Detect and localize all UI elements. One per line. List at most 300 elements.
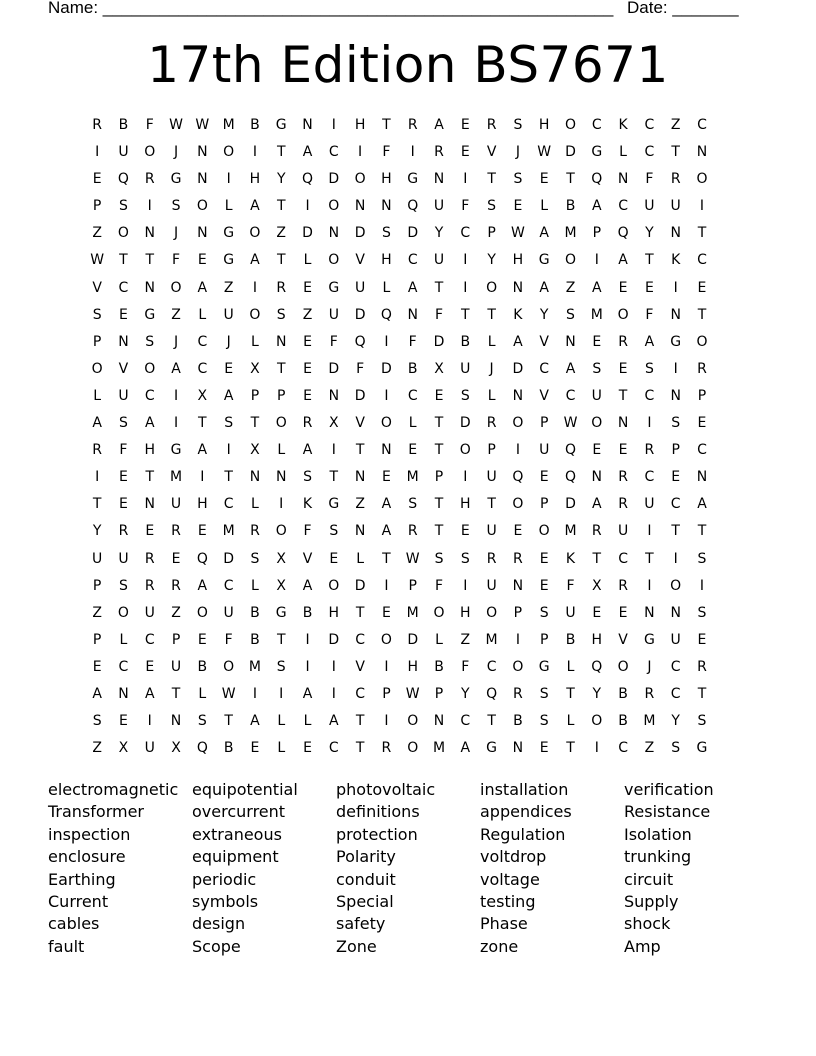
grid-letter: I [515,442,520,459]
grid-letter: R [670,171,681,188]
grid-letter: I [384,577,389,594]
grid-letter: E [644,279,654,296]
grid-letter: U [118,550,129,567]
word-bank-item: trunking [624,847,692,867]
grid-letter: C [355,631,365,648]
grid-letter: W [169,117,183,133]
grid-letter: F [566,577,575,594]
word-bank-item: Isolation [624,824,692,844]
grid-letter: L [251,577,259,594]
grid-letter: O [380,415,392,432]
grid-letter: I [699,198,705,215]
grid-letter: R [697,658,707,675]
grid-letter: E [303,333,312,350]
grid-letter: F [356,360,365,377]
grid-letter: R [644,685,655,702]
grid-letter: T [224,713,233,730]
grid-letter: D [565,144,576,161]
grid-letter: C [144,631,155,648]
grid-letter: O [512,496,524,513]
grid-letter: N [354,523,366,540]
grid-letter: N [144,496,155,513]
grid-letter: S [171,198,181,215]
grid-letter: X [329,415,339,432]
grid-row [84,384,715,411]
grid-letter: M [406,469,419,486]
grid-letter: R [144,171,155,188]
grid-letter: N [617,171,629,188]
grid-letter: M [590,306,603,323]
grid-letter: C [328,144,339,161]
grid-letter: E [381,604,391,621]
grid-letter: P [539,496,549,513]
grid-letter: L [382,279,391,296]
grid-letter: G [670,333,682,350]
word-bank-item: cables [48,914,100,934]
grid-letter: D [433,333,445,350]
grid-letter: B [250,631,260,648]
grid-letter: Z [565,279,576,296]
grid-letter: T [566,171,575,188]
grid-letter: N [433,171,445,188]
grid-letter: O [591,713,603,730]
word-bank-item: overcurrent [192,802,286,822]
grid-letter: U [433,252,445,269]
grid-letter: E [250,740,260,757]
grid-letter: O [328,198,340,215]
grid-letter: I [279,496,284,513]
grid-letter: G [275,604,287,621]
grid-letter: A [329,713,339,730]
grid-letter: P [92,577,102,594]
grid-letter: O [459,442,471,459]
grid-letter: T [487,306,496,323]
grid-letter: I [226,171,231,188]
grid-letter: M [564,225,577,242]
grid-letter: S [513,171,523,188]
grid-letter: T [329,469,339,486]
grid-letter: R [486,550,497,567]
grid-letter: I [463,577,468,594]
grid-letter: N [670,387,681,404]
grid-letter: E [539,550,549,567]
grid-letter: K [302,496,313,513]
grid-letter: I [226,442,231,459]
grid-letter: I [95,469,100,486]
grid-letter: O [275,523,287,540]
grid-letter: N [354,198,366,215]
grid-letter: C [328,740,339,757]
grid-letter: T [382,117,391,133]
grid-letter: P [434,469,444,486]
grid-letter: N [512,577,524,594]
grid-letter: L [408,415,417,432]
grid-letter: O [117,225,129,242]
grid-letter: R [644,442,655,459]
grid-letter: E [592,333,602,350]
grid-letter: Q [617,225,629,242]
grid-letter: H [591,631,603,648]
grid-letter: I [384,333,389,350]
grid-letter: C [118,279,129,296]
grid-letter: I [279,685,284,702]
grid-letter: S [250,550,260,567]
grid-letter: C [618,198,628,215]
grid-letter: P [250,387,260,404]
grid-letter: L [487,333,496,350]
grid-row [84,736,715,763]
grid-letter: Q [407,198,419,215]
grid-letter: P [277,387,286,404]
grid-letter: F [119,442,128,459]
grid-letter: C [670,496,681,513]
grid-letter: B [118,117,129,133]
grid-letter: N [328,225,340,242]
grid-letter: E [303,279,312,296]
grid-letter: L [619,144,627,161]
grid-letter: A [197,577,208,594]
grid-letter: U [591,387,602,404]
grid-letter: L [277,740,286,757]
grid-letter: T [434,496,444,513]
grid-letter: N [512,740,524,757]
grid-letter: T [355,442,365,459]
grid-letter: C [539,360,550,377]
grid-letter: E [303,360,312,377]
grid-letter: D [302,225,313,242]
grid-letter: B [302,604,313,621]
grid-letter: E [119,496,128,513]
word-bank-item: Supply [624,892,679,912]
grid-row [84,519,715,546]
grid-letter: Y [645,225,654,242]
grid-letter: P [487,442,496,459]
grid-letter: T [198,415,207,432]
grid-letter: C [486,658,497,675]
grid-letter: T [697,225,707,242]
grid-letter: A [407,279,418,296]
grid-letter: A [434,117,444,133]
grid-letter: D [354,306,366,323]
grid-letter: I [673,550,678,567]
grid-letter: D [354,577,366,594]
grid-letter: O [275,415,287,432]
grid-letter: O [354,171,366,188]
grid-letter: I [463,469,468,486]
grid-letter: G [643,631,655,648]
grid-letter: F [303,523,312,540]
grid-letter: N [118,685,129,702]
grid-letter: A [697,496,707,513]
grid-letter: E [329,550,339,567]
grid-row [84,276,715,303]
grid-letter: H [512,252,524,269]
grid-letter: T [434,279,444,296]
grid-letter: A [460,740,471,757]
grid-letter: B [223,740,234,757]
word-bank-item: periodic [192,869,257,889]
grid-letter: A [302,442,313,459]
grid-letter: W [537,144,552,161]
word-bank-item: shock [624,914,671,934]
grid-row [84,628,715,655]
grid-letter: I [305,658,310,675]
grid-letter: S [119,415,128,432]
grid-letter: S [513,117,523,133]
grid-letter: W [221,685,236,702]
grid-letter: R [618,469,628,486]
grid-letter: T [145,252,155,269]
grid-letter: Q [196,740,208,757]
grid-letter: R [144,550,155,567]
grid-letter: F [145,117,154,133]
grid-letter: V [355,252,365,269]
grid-letter: M [222,523,235,540]
grid-letter: A [197,279,208,296]
grid-letter: A [144,415,155,432]
grid-letter: I [305,198,310,215]
grid-letter: U [170,496,182,513]
grid-letter: S [671,415,681,432]
grid-letter: L [435,631,443,648]
grid-letter: I [673,360,678,377]
grid-letter: E [618,442,628,459]
grid-letter: R [513,550,523,567]
grid-letter: M [564,523,577,540]
grid-letter: F [645,306,654,323]
grid-letter: U [144,604,155,621]
grid-letter: T [697,685,707,702]
grid-letter: T [171,685,181,702]
grid-letter: E [460,117,470,133]
grid-letter: F [224,631,233,648]
grid-letter: D [407,225,419,242]
word-bank-item: definitions [336,802,420,822]
grid-letter: T [671,523,680,540]
grid-letter: O [486,279,498,296]
grid-letter: G [275,117,287,133]
grid-letter: O [117,604,129,621]
grid-letter: O [196,198,208,215]
grid-letter: C [644,117,655,133]
grid-letter: V [618,631,628,648]
grid-row [84,167,715,194]
grid-letter: C [697,252,707,269]
grid-letter: O [617,658,629,675]
grid-letter: E [434,387,444,404]
grid-letter: N [512,279,524,296]
word-bank-column [624,779,768,958]
grid-row [84,194,715,221]
grid-row [84,547,715,574]
grid-letter: B [565,198,576,215]
grid-letter: E [224,360,234,377]
grid-letter: C [144,387,155,404]
grid-letter: I [147,713,152,730]
grid-letter: Y [276,171,286,188]
grid-row [84,330,715,357]
grid-letter: W [563,415,578,432]
grid-letter: U [433,198,445,215]
grid-letter: S [303,469,312,486]
grid-letter: K [565,550,576,567]
grid-letter: A [144,685,155,702]
grid-letter: O [486,604,498,621]
grid-letter: N [275,469,287,486]
grid-letter: O [670,577,682,594]
grid-letter: A [92,415,102,432]
word-bank-item: Phase [480,914,528,934]
grid-letter: T [645,550,654,567]
word-bank-item: protection [336,824,418,844]
grid-letter: S [539,604,549,621]
grid-letter: U [486,523,497,540]
grid-letter: O [328,577,340,594]
grid-letter: T [566,740,575,757]
word-bank-item: electromagnetic [48,780,179,799]
grid-letter: M [643,713,656,730]
word-bank-item: symbols [192,892,259,912]
grid-letter: I [384,658,389,675]
grid-letter: R [486,415,497,432]
grid-letter: G [696,740,708,757]
grid-letter: E [539,577,549,594]
grid-letter: O [512,415,524,432]
grid-letter: Q [117,171,129,188]
grid-letter: H [381,252,392,269]
grid-letter: O [591,415,603,432]
grid-letter: S [119,198,128,215]
word-bank-item: photovoltaic [336,780,436,799]
grid-letter: X [434,360,444,377]
grid-letter: F [329,333,338,350]
grid-letter: K [513,306,523,323]
grid-letter: F [172,252,181,269]
word-bank-item: appendices [480,802,572,822]
word-bank-column [192,779,336,958]
grid-letter: C [460,225,471,242]
grid-letter: N [565,333,576,350]
grid-letter: E [303,387,312,404]
grid-letter: A [197,442,208,459]
grid-letter: E [145,523,155,540]
grid-letter: P [671,442,680,459]
grid-letter: N [275,333,287,350]
grid-letter: R [591,523,602,540]
grid-letter: N [197,225,208,242]
grid-letter: V [539,333,549,350]
grid-letter: S [697,550,707,567]
grid-letter: A [539,279,549,296]
grid-letter: L [277,442,286,459]
grid-letter: G [328,496,340,513]
grid-letter: N [670,225,681,242]
grid-letter: S [539,713,549,730]
grid-letter: E [513,198,523,215]
grid-letter: O [223,144,235,161]
grid-letter: R [486,117,497,133]
grid-letter: P [592,225,602,242]
grid-letter: L [224,198,233,215]
grid-letter: D [512,360,524,377]
word-bank-item: circuit [624,869,674,889]
grid-letter: I [252,144,257,161]
grid-letter: T [671,144,680,161]
grid-letter: I [252,279,257,296]
grid-letter: R [407,117,418,133]
grid-letter: R [381,740,392,757]
grid-letter: I [673,279,678,296]
grid-letter: Z [92,225,102,242]
grid-letter: D [328,360,340,377]
grid-letter: E [539,469,549,486]
grid-letter: N [696,144,708,161]
grid-letter: T [487,713,496,730]
grid-letter: X [250,442,260,459]
word-bank [48,779,768,958]
grid-letter: A [618,252,628,269]
grid-letter: D [223,550,235,567]
grid-letter: E [697,631,707,648]
grid-letter: X [276,550,287,567]
grid-letter: T [618,387,628,404]
grid-letter: N [381,442,392,459]
grid-letter: O [564,117,576,133]
grid-letter: G [538,252,550,269]
grid-letter: S [460,387,470,404]
grid-letter: C [355,685,365,702]
grid-letter: L [356,550,365,567]
grid-letter: T [145,469,155,486]
grid-letter: O [170,279,182,296]
grid-letter: R [144,577,155,594]
grid-letter: H [144,442,155,459]
grid-row [84,113,715,140]
grid-letter: J [489,360,494,377]
grid-letter: I [515,631,520,648]
grid-letter: O [433,604,445,621]
grid-letter: R [302,415,313,432]
grid-letter: I [594,252,599,269]
word-bank-item: Resistance [624,802,711,822]
word-bank-item: extraneous [192,824,282,844]
grid-letter: A [223,387,234,404]
grid-letter: A [302,577,313,594]
grid-letter: D [328,631,340,648]
grid-letter: T [355,740,365,757]
grid-letter: O [696,333,708,350]
grid-letter: D [459,415,471,432]
word-bank-item: equipotential [192,780,298,799]
grid-letter: L [119,631,128,648]
grid-letter: T [355,604,365,621]
grid-letter: X [591,577,602,594]
grid-letter: S [539,685,549,702]
grid-letter: N [249,469,261,486]
grid-letter: F [434,306,444,323]
grid-letter: C [618,740,628,757]
grid-letter: C [644,144,655,161]
grid-letter: N [670,306,681,323]
grid-letter: S [671,740,681,757]
grid-letter: P [408,577,417,594]
grid-row [84,357,715,384]
grid-letter: H [407,658,418,675]
grid-letter: X [197,387,208,404]
grid-letter: R [434,144,444,161]
grid-letter: R [171,577,181,594]
grid-letter: J [647,658,652,675]
